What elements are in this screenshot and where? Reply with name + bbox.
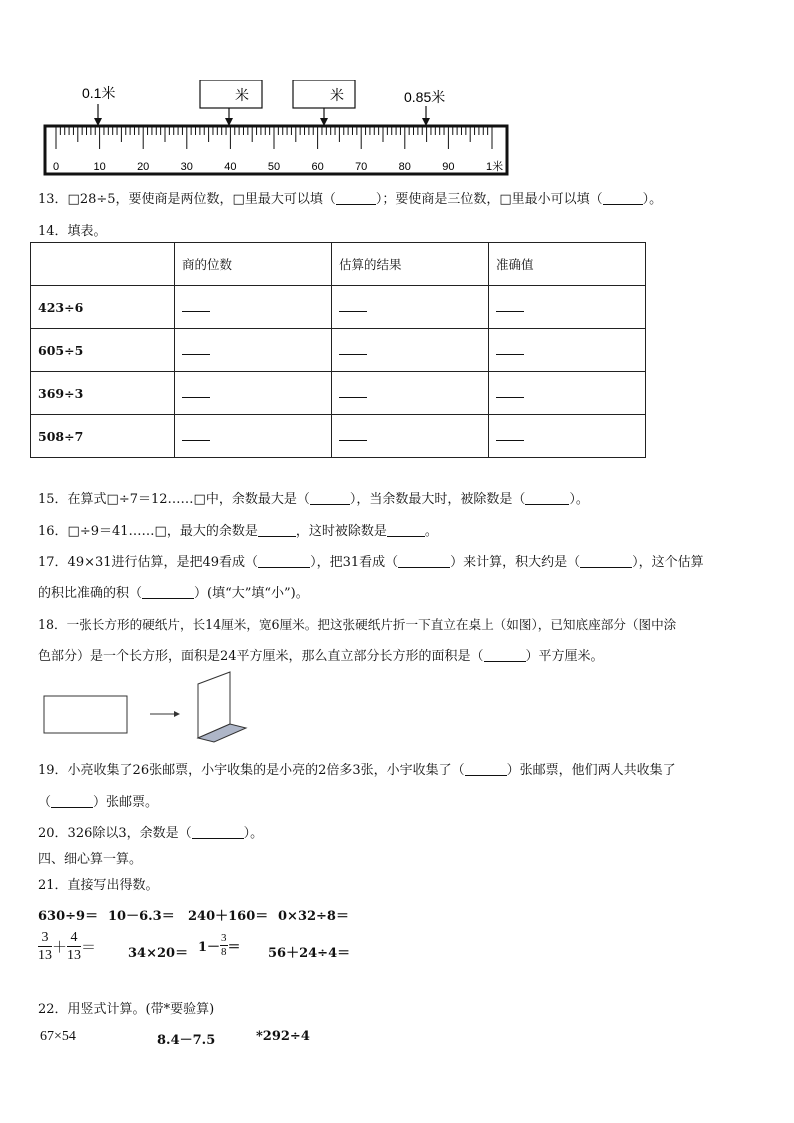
table-cell[interactable]	[175, 372, 332, 415]
q22-item-1: 67×54	[40, 1029, 76, 1044]
question-17-line-2: 的积比准确的积（ ）(填“大”填“小”)。	[38, 586, 309, 601]
answer-blank[interactable]	[258, 523, 296, 537]
table-cell[interactable]	[489, 286, 646, 329]
q21-expr-4: 0×32÷8＝	[278, 909, 349, 924]
answer-blank[interactable]	[525, 491, 569, 505]
q21-expr-1: 630÷9＝	[38, 909, 99, 924]
ruler-tick-label: 40	[224, 161, 237, 173]
ruler-tick-label: 90	[442, 161, 455, 173]
blank-box-1	[200, 80, 262, 108]
table-row-label: 508÷7	[31, 415, 175, 458]
answer-blank[interactable]	[142, 585, 194, 599]
question-18-line-2: 色部分）是一个长方形，面积是24平方厘米，那么直立部分长方形的面积是（ ）平方厘米。	[38, 649, 604, 664]
table-row-label: 369÷3	[31, 372, 175, 415]
question-21-title: 21．直接写出得数。	[38, 878, 159, 893]
q21-expr-6: 34×20＝	[128, 946, 189, 961]
table-cell[interactable]	[489, 372, 646, 415]
question-19-line-2: （ ）张邮票。	[38, 795, 159, 810]
q22-item-2: 8.4－7.5	[157, 1033, 216, 1048]
blank-box-2-unit: 米	[330, 87, 344, 103]
cardboard-figure	[40, 668, 280, 748]
q22-item-3: *292÷4	[256, 1029, 310, 1044]
q21-fraction-expression: $\frac{3}{13}$ ＋ $\frac{4}{13}$ ＝	[38, 930, 97, 963]
ruler-tick-label: 70	[355, 161, 368, 173]
question-15: 15．在算式□÷7＝12……□中，余数最大是（ ），当余数最大时，被除数是（ ）。	[38, 492, 589, 507]
table-cell[interactable]	[175, 286, 332, 329]
section-4-heading: 四、细心算一算。	[38, 852, 143, 867]
question-18-line-1: 18．一张长方形的硬纸片，长14厘米，宽6厘米。把这张硬纸片折一下直立在桌上（如图），已知底座部分（图中涂	[38, 617, 677, 632]
table-row	[31, 286, 646, 329]
ruler-tick-label: 60	[311, 161, 324, 173]
q21-expr-7: 1－ $\frac{3}{8}$ ＝	[198, 932, 241, 958]
table-row-label: 423÷6	[31, 286, 175, 329]
table-cell[interactable]	[489, 329, 646, 372]
table-row-label: 605÷5	[31, 329, 175, 372]
question-22-title: 22．用竖式计算。(带*要验算)	[38, 1002, 215, 1017]
table-cell[interactable]	[332, 372, 489, 415]
answer-blank[interactable]	[258, 554, 310, 568]
table-cell[interactable]	[175, 329, 332, 372]
fraction: $\frac{3}{8}$	[221, 932, 227, 958]
fill-table	[30, 242, 646, 458]
question-20: 20．326除以3，余数是（ ）。	[38, 826, 264, 841]
ruler-figure	[40, 80, 520, 180]
question-14-title: 14．填表。	[38, 224, 107, 239]
question-17-line-1: 17．49×31进行估算，是把49看成（ ），把31看成（ ）来计算，积大约是（ ），这个估算	[38, 555, 704, 570]
answer-blank[interactable]	[310, 491, 350, 505]
answer-blank[interactable]	[603, 191, 643, 205]
table-header-cell: 商的位数	[175, 243, 332, 286]
ruler-tick-label: 30	[180, 161, 193, 173]
table-header-cell: 估算的结果	[332, 243, 489, 286]
table-row	[31, 329, 646, 372]
table-header-row	[31, 243, 646, 286]
answer-blank[interactable]	[387, 523, 425, 537]
answer-blank[interactable]	[580, 554, 632, 568]
question-16: 16．□÷9＝41……□，最大的余数是 ，这时被除数是 。	[38, 524, 438, 539]
question-13: 13．□28÷5，要使商是两位数，□里最大可以填（ ）；要使商是三位数，□里最小可以填（ ）。	[38, 192, 663, 207]
ruler-label-right: 0.85米	[404, 89, 446, 105]
answer-blank[interactable]	[484, 648, 526, 662]
ruler-tick-label: 1米	[486, 161, 504, 173]
table-cell[interactable]	[332, 329, 489, 372]
answer-blank[interactable]	[465, 762, 507, 776]
fraction: $\frac{4}{13}$	[67, 930, 82, 963]
q21-expr-8: 56＋24÷4＝	[268, 946, 351, 961]
blank-box-1-unit: 米	[235, 87, 249, 103]
fraction: $\frac{3}{13}$	[38, 930, 52, 963]
table-header-cell	[31, 243, 175, 286]
ruler-tick-label: 20	[137, 161, 150, 173]
ruler-tick-label: 10	[93, 161, 106, 173]
flat-card-rectangle	[44, 696, 127, 733]
answer-blank[interactable]	[398, 554, 450, 568]
table-row	[31, 372, 646, 415]
table-header-cell: 准确值	[489, 243, 646, 286]
ruler-label-left: 0.1米	[82, 85, 116, 101]
answer-blank[interactable]	[192, 825, 244, 839]
table-cell[interactable]	[332, 286, 489, 329]
table-row	[31, 415, 646, 458]
table-cell[interactable]	[489, 415, 646, 458]
table-cell[interactable]	[332, 415, 489, 458]
ruler-tick-label: 50	[267, 161, 281, 173]
table-cell[interactable]	[175, 415, 332, 458]
answer-blank[interactable]	[51, 794, 93, 808]
blank-box-2	[293, 80, 355, 108]
ruler-tick-label: 80	[398, 161, 411, 173]
answer-blank[interactable]	[336, 191, 376, 205]
q21-expr-3: 240＋160＝	[188, 909, 269, 924]
ruler-tick-label: 0	[52, 161, 60, 173]
question-19-line-1: 19．小亮收集了26张邮票，小宇收集的是小亮的2倍多3张，小宇收集了（ ）张邮票，他们两人共收集了	[38, 763, 676, 778]
q21-expr-2: 10－6.3＝	[108, 909, 175, 924]
